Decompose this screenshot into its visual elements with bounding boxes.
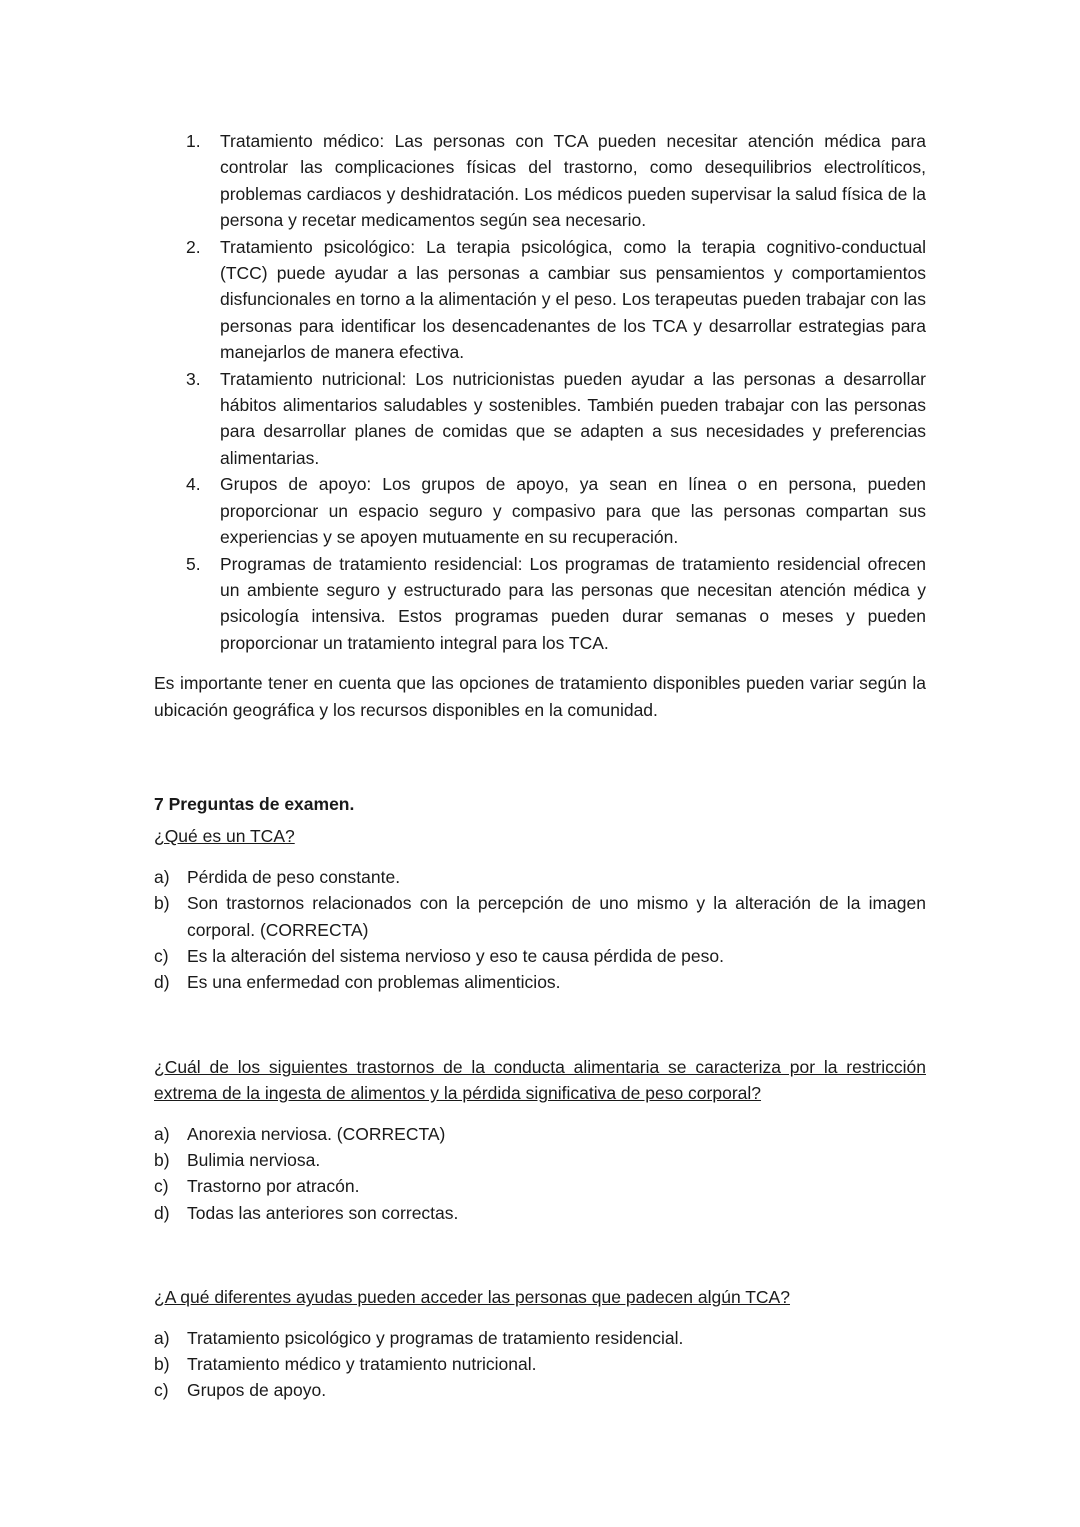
section-title: 7 Preguntas de examen.: [154, 793, 355, 814]
option-text: Es una enfermedad con problemas alimenticios.: [187, 972, 561, 993]
treatment-item: [186, 128, 926, 234]
answer-options: [154, 864, 926, 996]
option-text: Grupos de apoyo.: [187, 1380, 327, 1401]
option-letter: a): [154, 1327, 170, 1348]
exam-question: ¿Cuál de los siguientes trastornos de la conducta alimentaria se caracteriza por la restricción extrema de la ingesta de alimentos y la pérdida significativa de peso corporal?: [154, 1056, 926, 1104]
option-text: Es la alteración del sistema nervioso y eso te causa pérdida de peso.: [187, 945, 724, 966]
option-letter: b): [154, 893, 170, 914]
option-text: Tratamiento psicológico y programas de tratamiento residencial.: [187, 1327, 684, 1348]
answer-option: [154, 1121, 926, 1147]
document-page: [154, 128, 926, 1404]
closing-paragraph: Es importante tener en cuenta que las opciones de tratamiento disponibles pueden variar según la ubicación geográfica y los recursos disponibles en la comunidad.: [154, 673, 926, 720]
option-text: Pérdida de peso constante.: [187, 866, 401, 887]
option-letter: c): [154, 945, 169, 966]
treatment-list: [154, 128, 926, 656]
list-number: 3.: [186, 368, 201, 389]
option-text: Bulimia nerviosa.: [187, 1150, 321, 1170]
option-letter: b): [154, 1150, 170, 1170]
treatment-text: Tratamiento nutricional: Los nutricionistas pueden ayudar a las personas a desarrollar hábitos alimentarios saludables y sostenibles. También pueden trabajar con las personas para desarrollar planes de comidas que se adapten a sus necesidades y preferencias alimentarias.: [220, 368, 926, 468]
answer-option: [154, 864, 926, 890]
answer-option: [154, 1351, 926, 1377]
option-text: Todas las anteriores son correctas.: [187, 1202, 459, 1223]
answer-option: [154, 1377, 926, 1403]
treatment-text: Tratamiento psicológico: La terapia psicológica, como la terapia cognitivo-conductual (TCC) puede ayudar a las personas a cambiar sus pensamientos y comportamientos disfuncionales en torno a la alimentación y el peso. Los terapeutas pueden trabajar con las personas para identificar los desencadenantes de los TCA y desarrollar estrategias para manejarlos de manera efectiva.: [220, 236, 926, 363]
treatment-item: [186, 234, 926, 366]
answer-option: [154, 943, 926, 969]
treatment-text: Tratamiento médico: Las personas con TCA pueden necesitar atención médica para controlar las complicaciones físicas del trastorno, como desequilibrios electrolíticos, problemas cardiacos y deshidratación. Los médicos pueden supervisar la salud física de la persona y recetar medicamentos según sea necesario.: [220, 131, 926, 231]
option-letter: c): [154, 1176, 169, 1197]
treatment-text: Programas de tratamiento residencial: Los programas de tratamiento residencial ofrecen un ambiente seguro y estructurado para las personas que necesitan atención médica y psicología intensiva. Estos programas pueden durar semanas o meses y pueden proporcionar un tratamiento integral para los TCA.: [220, 553, 926, 653]
treatment-item: [186, 471, 926, 550]
list-number: 1.: [186, 131, 201, 151]
option-letter: b): [154, 1354, 170, 1375]
exam-question: ¿Qué es un TCA?: [154, 826, 295, 847]
option-text: Trastorno por atracón.: [187, 1176, 360, 1197]
option-letter: d): [154, 1202, 170, 1223]
option-text: Son trastornos relacionados con la percepción de uno mismo y la alteración de la imagen corporal. (CORRECTA): [187, 893, 926, 940]
option-letter: d): [154, 972, 170, 993]
answer-option: [154, 969, 926, 995]
answer-option: [154, 1173, 926, 1199]
list-number: 2.: [186, 236, 201, 257]
answer-option: [154, 1325, 926, 1351]
option-letter: a): [154, 866, 170, 887]
option-text: Anorexia nerviosa. (CORRECTA): [187, 1123, 446, 1144]
list-number: 5.: [186, 553, 201, 574]
treatment-item: [186, 366, 926, 472]
answer-option: [154, 1147, 926, 1173]
option-letter: c): [154, 1380, 169, 1401]
answer-options: [154, 1121, 926, 1227]
list-number: 4.: [186, 474, 201, 495]
treatment-item: [186, 551, 926, 657]
answer-options: [154, 1325, 926, 1404]
option-letter: a): [154, 1123, 170, 1144]
treatment-text: Grupos de apoyo: Los grupos de apoyo, ya sean en línea o en persona, pueden proporcionar un espacio seguro y compasivo para que las personas compartan sus experiencias y se apoyen mutuamente en su recuperación.: [220, 474, 926, 548]
exam-question: ¿A qué diferentes ayudas pueden acceder las personas que padecen algún TCA?: [154, 1287, 790, 1308]
answer-option: [154, 890, 926, 943]
answer-option: [154, 1200, 926, 1226]
option-text: Tratamiento médico y tratamiento nutricional.: [187, 1354, 537, 1375]
